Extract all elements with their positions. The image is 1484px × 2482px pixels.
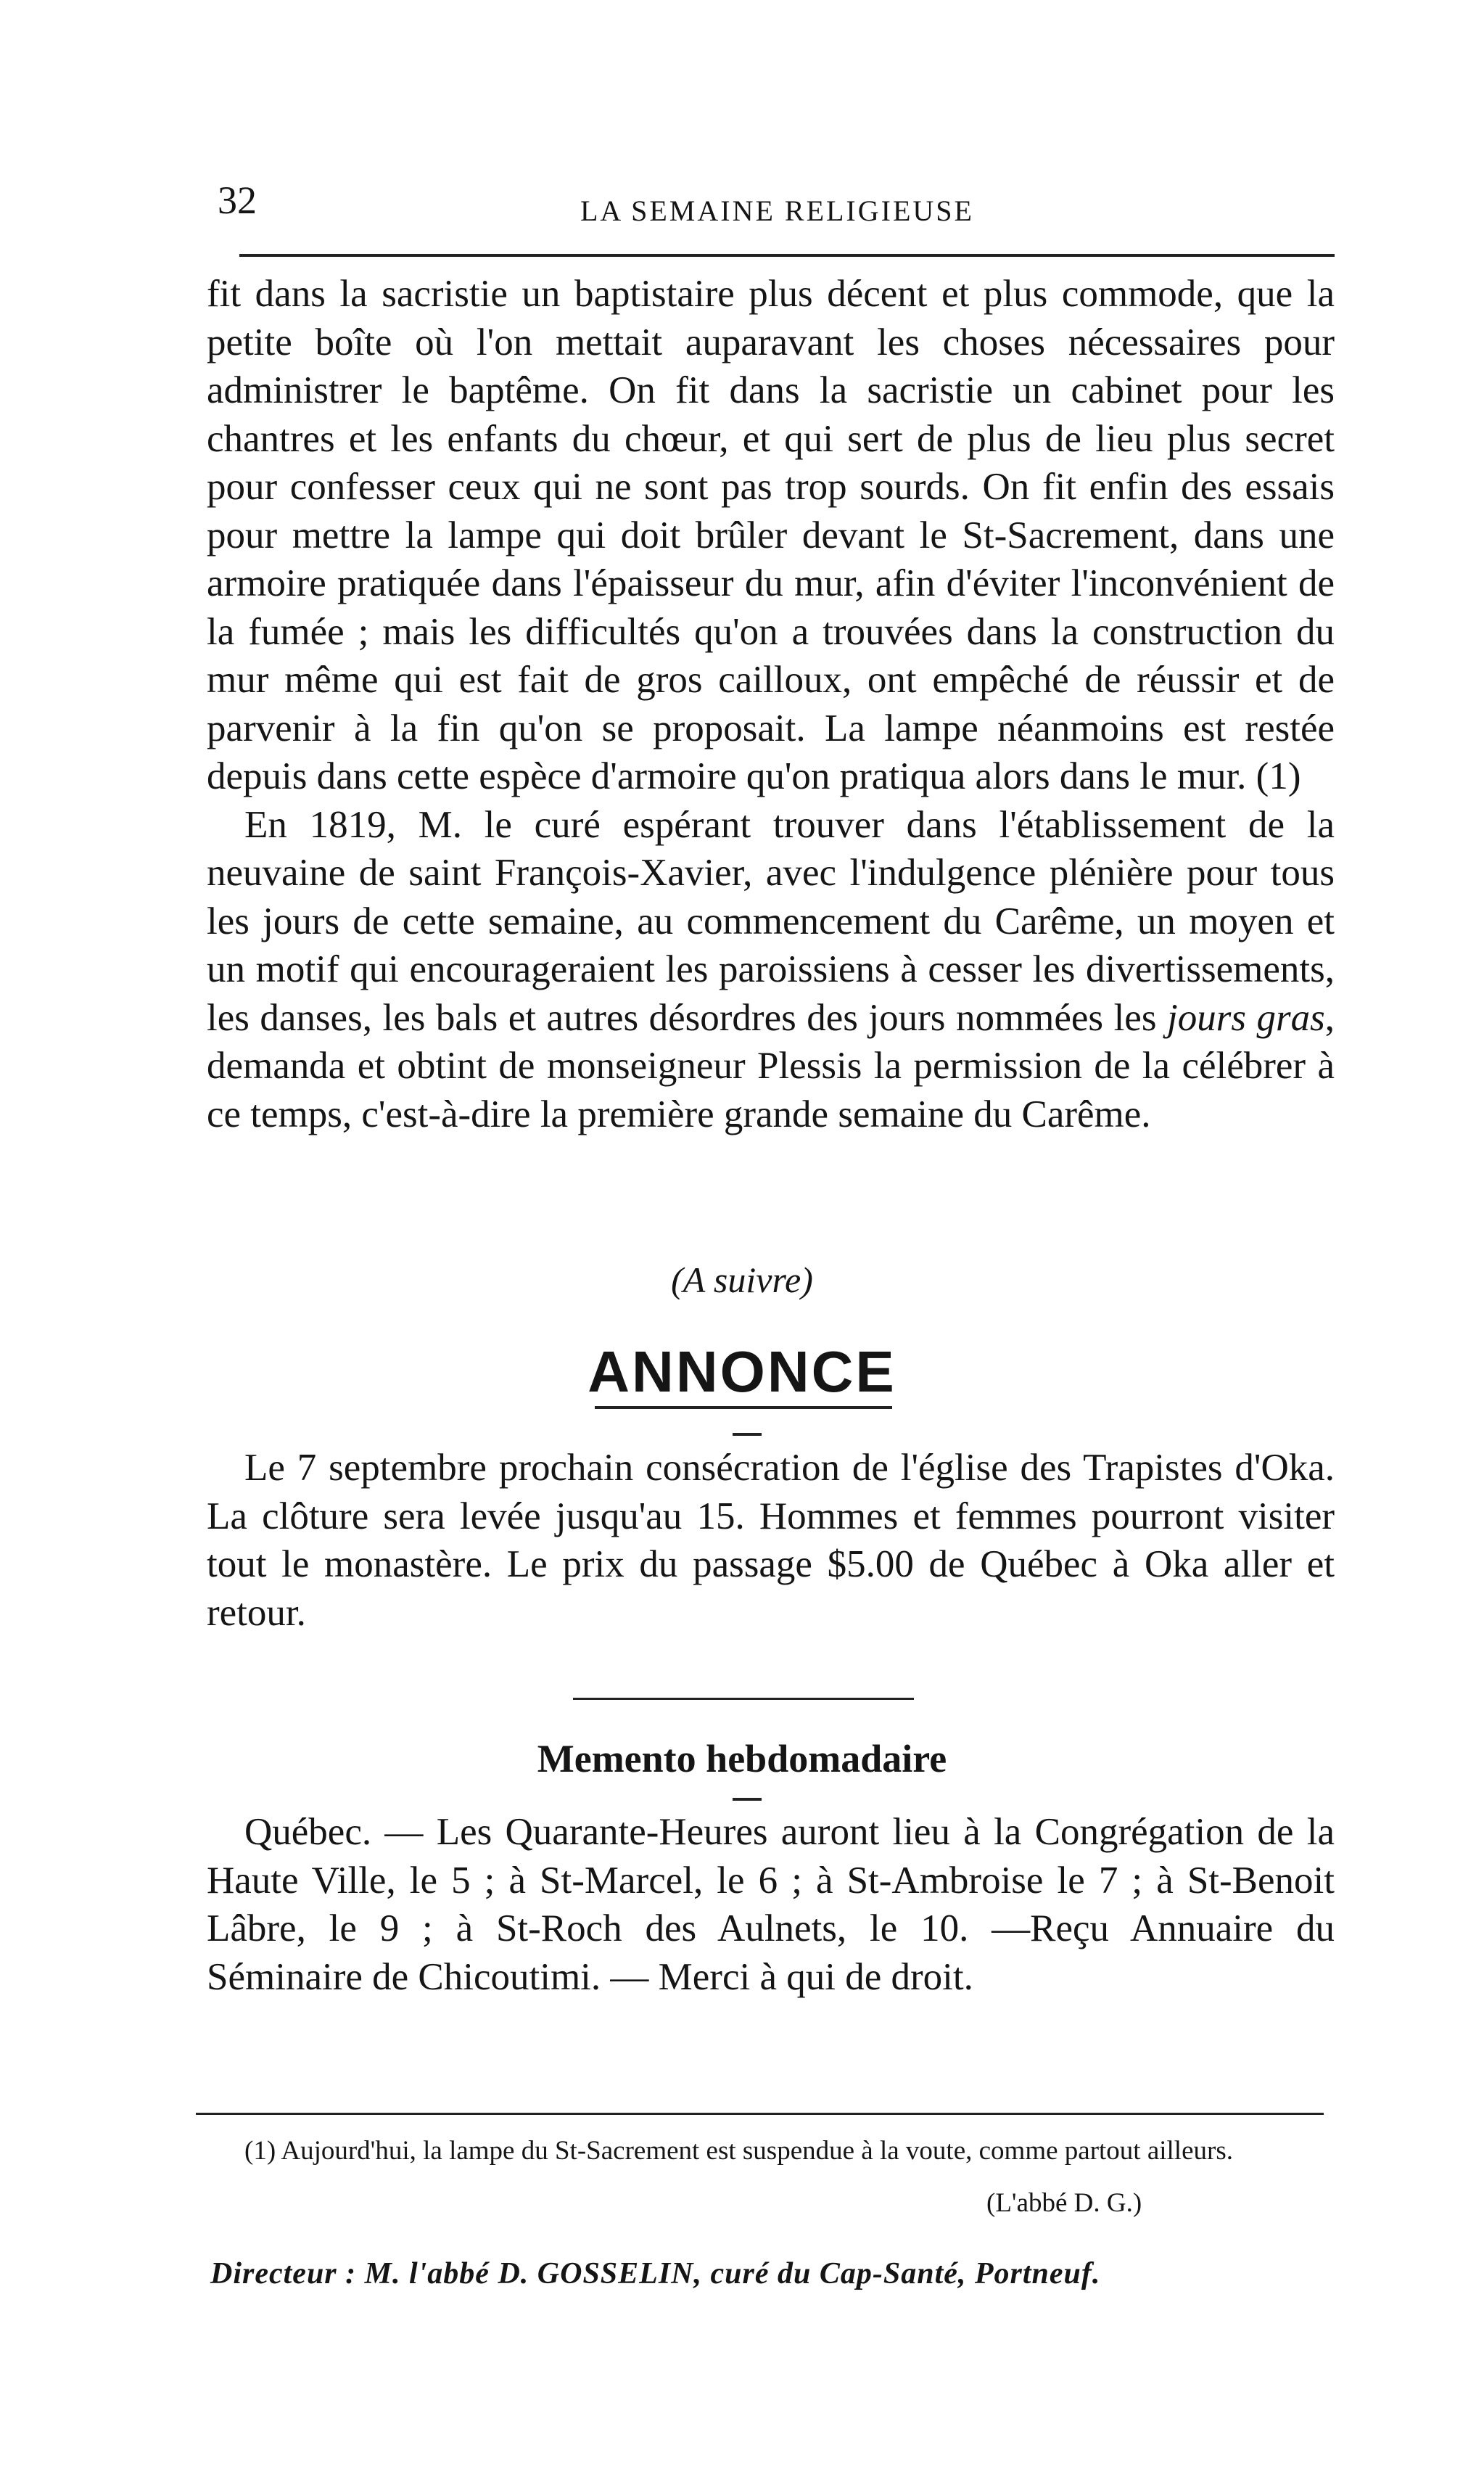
heading-underline (595, 1406, 892, 1409)
running-head (218, 178, 1349, 236)
article-body (207, 270, 1335, 1138)
to-be-continued: (A suivre) (671, 1260, 813, 1300)
memento-heading: Memento hebdomadaire (537, 1737, 947, 1780)
separator-dash (733, 1433, 762, 1436)
article-paragraph: fit dans la sacristie un baptistaire plus décent et plus commode, que la petite boîte où l'on mettait auparavant les choses nécessaires pour administrer le baptême. On fit dans la sacristie un cabinet pour les chantres et les enfants du chœur, et qui sert de plus de lieu plus secret pour confesser ceux qui ne sont pas trop sourds. On fit enfin des essais pour mettre la lampe qui doit brûler devant le St-Sacrement, dans une armoire pratiquée dans l'épaisseur du mur, afin d'éviter l'inconvénient de la fumée ; mais les difficultés qu'on a trouvées dans la construction du mur même qui est fait de gros cailloux, ont empêché de réussir et de parvenir à la fin qu'on se proposait. La lampe néanmoins est restée depuis dans cette espèce d'armoire qu'on pratiqua alors dans le mur. (1) (207, 273, 1335, 797)
header-rule (239, 254, 1335, 257)
jours-gras-italic: jours gras (1167, 996, 1325, 1039)
separator-dash (733, 1798, 762, 1801)
footnote-rule (196, 2113, 1324, 2115)
memento-paragraph: Québec. — Les Quarante-Heures auront lieu à la Congrégation de la Haute Ville, le 5 ; à St-Marcel, le 6 ; à St-Ambroise le 7 ; à St-Benoit Lâbre, le 9 ; à St-Roch des Aulnets, le 10. —Reçu Annuaire du Séminaire de Chicoutimi. — Merci à qui de droit. (207, 1811, 1335, 1998)
annonce-heading: ANNONCE (588, 1339, 896, 1404)
annonce-body (207, 1444, 1335, 1637)
page-number: 32 (218, 178, 257, 222)
footnote-text: (1) Aujourd'hui, la lampe du St-Sacrement est suspendue à la voute, comme partout ailleurs. (244, 2136, 1233, 2166)
journal-title: LA SEMAINE RELIGIEUSE (580, 194, 974, 227)
footnote-signature: (L'abbé D. G.) (986, 2188, 1142, 2218)
colophon: Directeur : M. l'abbé D. GOSSELIN, curé du Cap-Santé, Portneuf. (210, 2257, 1101, 2290)
paragraph-text: , demanda et obtint de monseigneur Plessis la permission de la célébrer à ce temps, c'est-à-dire la première grande semaine du Carême. (207, 996, 1335, 1135)
footnote (207, 2133, 1335, 2169)
annonce-paragraph: Le 7 septembre prochain consécration de l'église des Trapistes d'Oka. La clôture sera levée jusqu'au 15. Hommes et femmes pourront visiter tout le monastère. Le prix du passage $5.00 de Québec à Oka aller et retour. (207, 1447, 1335, 1634)
paragraph-text: En 1819, M. le curé espérant trouver dans l'établissement de la neuvaine de saint François-Xavier, avec l'indulgence plénière pour tous les jours de cette semaine, au commencement du Carême, un moyen et un motif qui encourageraient les paroissiens à cesser les divertissements, les danses, les bals et autres désordres des jours nommées les (207, 803, 1335, 1039)
memento-body (207, 1808, 1335, 2001)
article-paragraph (207, 801, 1335, 1139)
section-rule (573, 1698, 914, 1700)
